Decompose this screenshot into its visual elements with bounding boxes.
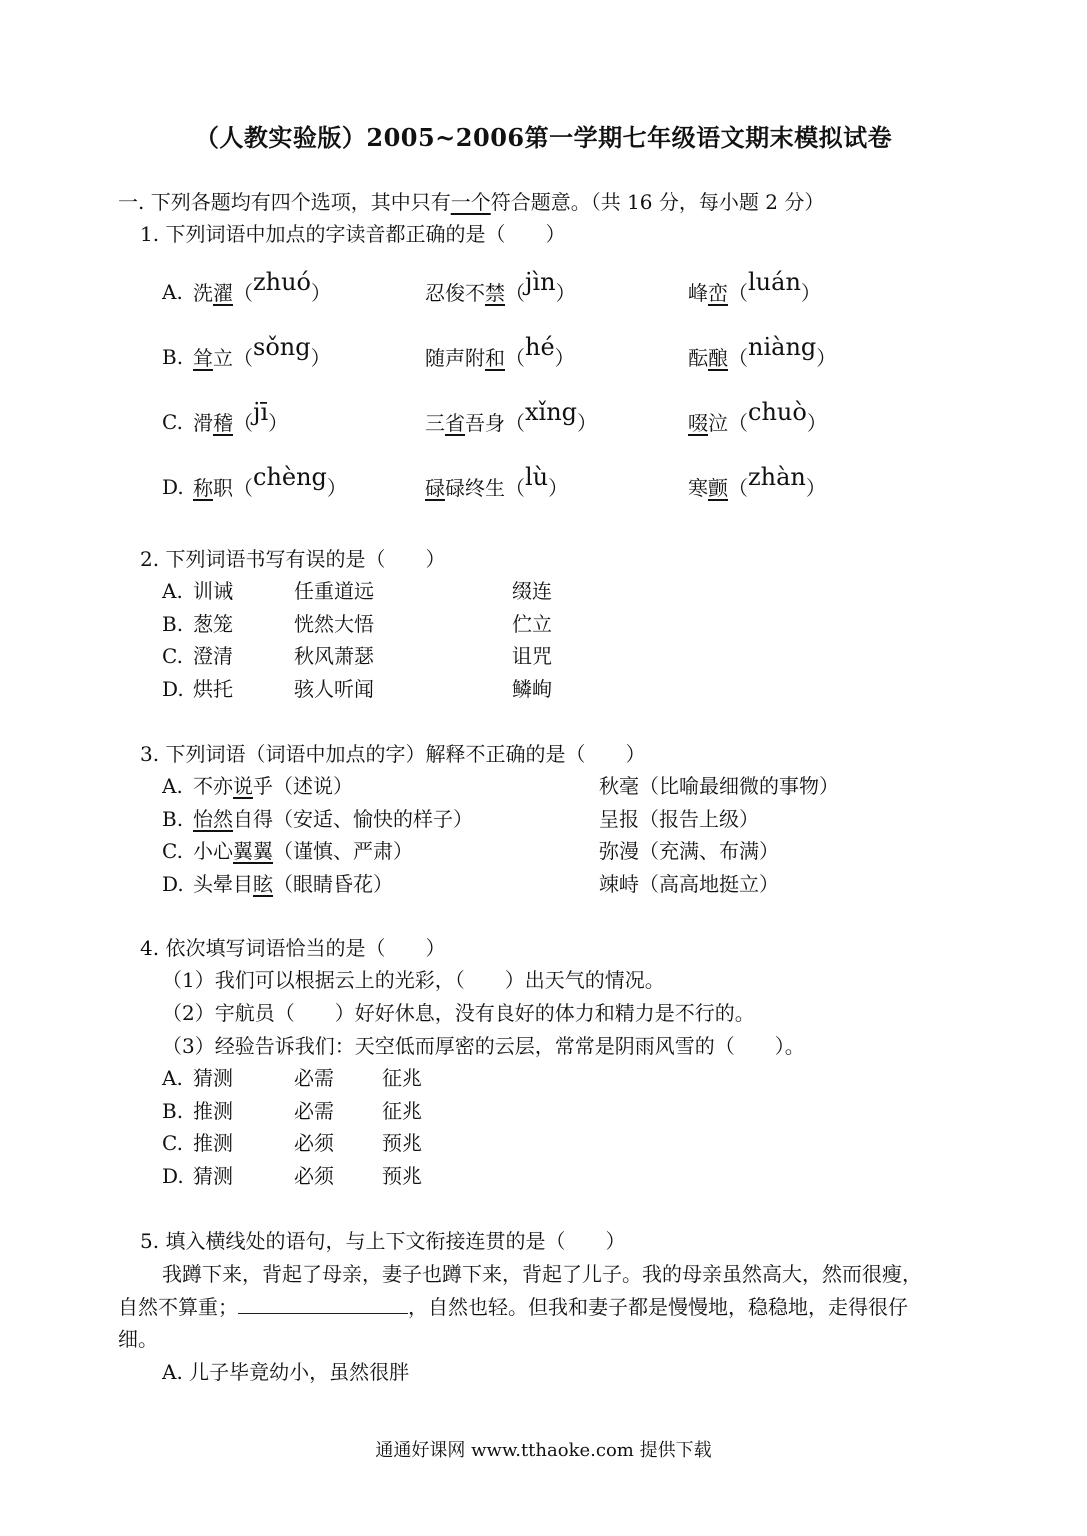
q1-pinyin: chèng — [253, 463, 327, 491]
q1-option-letter: B. — [162, 345, 184, 369]
q4-option-word: 必须 — [294, 1163, 334, 1188]
q1-paren-open: （ — [728, 281, 748, 305]
q2-option-word: 烘托 — [193, 676, 233, 701]
q1-paren-open: （ — [233, 411, 253, 435]
q1-pinyin: sǒng — [253, 333, 311, 361]
q2-stem: 2. 下列词语书写有误的是（ ） — [140, 547, 446, 571]
q1-paren-close: ） — [548, 476, 569, 500]
q4-sentence-2: （2）宇航员（ ）好好休息，没有良好的体力和精力是不行的。 — [162, 1001, 755, 1025]
q1-option-letter: C. — [162, 410, 183, 434]
q2-option-word: 缀连 — [512, 579, 552, 603]
q4-sentence-3: （3）经验告诉我们：天空低而厚密的云层，常常是阴雨风雪的（ ）。 — [162, 1034, 805, 1058]
q1-paren-close: ） — [326, 476, 347, 500]
q1-marked-char: 禁 — [485, 281, 505, 305]
q1-word-item — [425, 268, 576, 307]
q1-paren-close: ） — [554, 346, 575, 370]
q1-word-item — [425, 463, 569, 502]
q2-option-letter: D. — [162, 676, 184, 701]
section-heading-post: 符合题意。（共 16 分，每小题 2 分） — [490, 190, 825, 214]
q4-option-word: 猜测 — [193, 1163, 233, 1188]
q3-left-term — [193, 772, 353, 800]
q1-paren-open: （ — [505, 476, 525, 500]
q3-left-term — [193, 837, 413, 865]
q3-term-pre: 小心 — [193, 839, 233, 863]
q1-word-post: 职 — [213, 476, 233, 500]
q3-term-pre: 不亦 — [193, 774, 233, 798]
q2-option-letter: B. — [162, 611, 184, 636]
q3-right-term: 呈报（报告上级） — [599, 806, 759, 831]
q5-line2-pre: 自然不算重； — [118, 1295, 238, 1319]
q1-marked-char: 峦 — [708, 281, 728, 305]
q1-paren-open: （ — [505, 281, 525, 305]
q3-option-letter: A. — [162, 774, 183, 798]
q1-option-letter: D. — [162, 475, 184, 499]
q1-pinyin: luán — [748, 268, 801, 296]
q4-stem: 4. 依次填写词语恰当的是（ ） — [140, 936, 446, 960]
q1-paren-open: （ — [233, 346, 253, 370]
q1-word-item — [193, 268, 332, 307]
q1-word-pre: 滑 — [193, 411, 213, 435]
q1-pinyin: zhuó — [253, 268, 312, 296]
q3-term-post: 乎（述说） — [253, 774, 353, 798]
q1-word-post: 泣 — [708, 411, 728, 435]
q3-term-post: （谨慎、严肃） — [273, 839, 413, 863]
q1-paren-close: ） — [268, 411, 289, 435]
q2-option-letter: C. — [162, 644, 183, 668]
q1-pinyin: hé — [525, 333, 555, 361]
q5-option-a: A. 儿子毕竟幼小，虽然很胖 — [162, 1360, 410, 1384]
q2-option-word: 训诫 — [193, 579, 233, 603]
q1-word-pre: 忍俊不 — [425, 281, 485, 305]
q1-word-pre: 随声附 — [425, 346, 485, 370]
q5-line2-post: ，自然也轻。但我和妻子都是慢慢地，稳稳地，走得很仔 — [408, 1295, 908, 1319]
q1-pinyin: zhàn — [748, 463, 806, 491]
q5-stem: 5. 填入横线处的语句，与上下文衔接连贯的是（ ） — [140, 1229, 626, 1253]
q4-option-word: 预兆 — [382, 1163, 422, 1188]
q1-paren-close: ） — [577, 411, 598, 435]
q3-option-letter: B. — [162, 806, 184, 831]
page-title: （人教实验版）2005~2006第一学期七年级语文期末模拟试卷 — [194, 123, 893, 152]
q1-word-pre: 酝 — [688, 346, 708, 370]
q1-marked-char: 酿 — [708, 346, 728, 370]
q5-passage-line-2 — [118, 1293, 908, 1321]
q1-word-item — [688, 463, 826, 502]
q1-paren-close: ） — [310, 346, 331, 370]
q1-word-item — [688, 268, 821, 307]
q3-marked-char: 翼翼 — [233, 839, 273, 863]
q1-marked-char: 颤 — [708, 476, 728, 500]
q1-word-pre: 洗 — [193, 281, 213, 305]
q1-word-pre: 三 — [425, 411, 445, 435]
q2-option-word: 诅咒 — [512, 644, 552, 668]
q2-option-word: 葱笼 — [193, 611, 233, 636]
q2-option-word: 伫立 — [512, 611, 552, 636]
q1-word-post: 立 — [213, 346, 233, 370]
q3-right-term: 秋毫（比喻最细微的事物） — [599, 774, 839, 798]
q1-word-item — [688, 333, 837, 372]
q1-marked-char: 和 — [485, 346, 505, 370]
section-heading-underlined: 一个 — [450, 190, 491, 214]
q4-option-word: 预兆 — [382, 1131, 422, 1155]
q1-word-item — [425, 398, 598, 437]
page-footer: 通通好课网 www.tthaoke.com 提供下载 — [375, 1440, 712, 1461]
q4-option-word: 推测 — [193, 1098, 233, 1123]
q3-marked-char: 说 — [233, 774, 253, 798]
q3-term-post: 自得（安适、愉快的样子） — [233, 806, 473, 831]
q3-left-term — [193, 805, 473, 833]
q1-pinyin: lù — [525, 463, 549, 491]
q3-right-term: 弥漫（充满、布满） — [599, 839, 779, 863]
q3-term-post: （眼睛昏花） — [273, 871, 393, 896]
q5-passage-line-1: 我蹲下来，背起了母亲，妻子也蹲下来，背起了儿子。我的母亲虽然高大，然而很瘦， — [162, 1262, 922, 1286]
q1-pinyin: jī — [253, 398, 269, 426]
q1-marked-char: 省 — [445, 411, 465, 435]
q1-word-item — [193, 463, 347, 502]
q1-paren-open: （ — [505, 411, 525, 435]
q1-paren-close: ） — [805, 476, 826, 500]
section-heading — [118, 188, 824, 216]
q2-option-word: 秋风萧瑟 — [294, 644, 374, 668]
q4-option-word: 必须 — [294, 1131, 334, 1155]
q4-option-letter: B. — [162, 1098, 184, 1123]
q4-option-word: 必需 — [294, 1098, 334, 1123]
q4-option-word: 推测 — [193, 1131, 233, 1155]
q1-paren-close: ） — [555, 281, 576, 305]
q4-sentence-1: （1）我们可以根据云上的光彩，（ ）出天气的情况。 — [162, 968, 665, 992]
q2-option-word: 鳞峋 — [512, 676, 552, 701]
q1-pinyin: xǐng — [525, 398, 578, 426]
q1-pinyin: jìn — [525, 268, 556, 296]
q1-paren-open: （ — [233, 476, 253, 500]
q1-word-item — [688, 398, 827, 437]
q1-paren-open: （ — [728, 476, 748, 500]
q3-stem: 3. 下列词语（词语中加点的字）解释不正确的是（ ） — [140, 742, 646, 766]
q3-term-pre: 头晕目 — [193, 871, 253, 896]
q2-option-letter: A. — [162, 579, 183, 603]
q1-word-pre: 峰 — [688, 281, 708, 305]
q1-paren-open: （ — [728, 346, 748, 370]
q1-paren-close: ） — [800, 281, 821, 305]
q3-marked-char: 怡然 — [193, 806, 233, 831]
q1-paren-open: （ — [728, 411, 748, 435]
q3-left-term — [193, 870, 393, 898]
q1-marked-char: 稽 — [213, 411, 233, 435]
q4-option-word: 必需 — [294, 1066, 334, 1090]
q3-right-term: 竦峙（高高地挺立） — [599, 871, 779, 896]
q1-stem: 1. 下列词语中加点的字读音都正确的是（ ） — [140, 222, 566, 246]
q1-paren-close: ） — [816, 346, 837, 370]
q4-option-word: 征兆 — [382, 1098, 422, 1123]
q1-word-post: 吾身 — [465, 411, 505, 435]
q1-marked-char: 称 — [193, 476, 213, 500]
q2-option-word: 任重道远 — [294, 579, 374, 603]
q1-word-post: 碌终生 — [445, 476, 505, 500]
q1-paren-open: （ — [233, 281, 253, 305]
q2-option-word: 恍然大悟 — [294, 611, 374, 636]
q4-option-word: 猜测 — [193, 1066, 233, 1090]
q3-option-letter: C. — [162, 839, 183, 863]
q3-option-letter: D. — [162, 871, 184, 896]
q1-word-item — [193, 333, 331, 372]
q1-word-item — [425, 333, 575, 372]
q1-pinyin: niàng — [748, 333, 817, 361]
q1-paren-close: ） — [311, 281, 332, 305]
q1-marked-char: 啜 — [688, 411, 708, 435]
q2-option-word: 骇人听闻 — [294, 676, 374, 701]
q1-word-item — [193, 398, 289, 437]
q1-word-pre: 寒 — [688, 476, 708, 500]
q5-passage-line-3: 细。 — [118, 1327, 158, 1351]
q1-option-letter: A. — [162, 280, 183, 304]
q1-marked-char: 耸 — [193, 346, 213, 370]
q1-pinyin: chuò — [748, 398, 807, 426]
section-heading-pre: 一. 下列各题均有四个选项，其中只有 — [118, 190, 451, 214]
q1-marked-char: 碌 — [425, 476, 445, 500]
q4-option-letter: A. — [162, 1066, 183, 1090]
q4-option-letter: D. — [162, 1163, 184, 1188]
q4-option-word: 征兆 — [382, 1066, 422, 1090]
q1-paren-close: ） — [806, 411, 827, 435]
q1-paren-open: （ — [505, 346, 525, 370]
q5-fill-blank — [238, 1293, 408, 1314]
q3-marked-char: 眩 — [253, 871, 273, 896]
q1-marked-char: 濯 — [213, 281, 233, 305]
q2-option-word: 澄清 — [193, 644, 233, 668]
q4-option-letter: C. — [162, 1131, 183, 1155]
